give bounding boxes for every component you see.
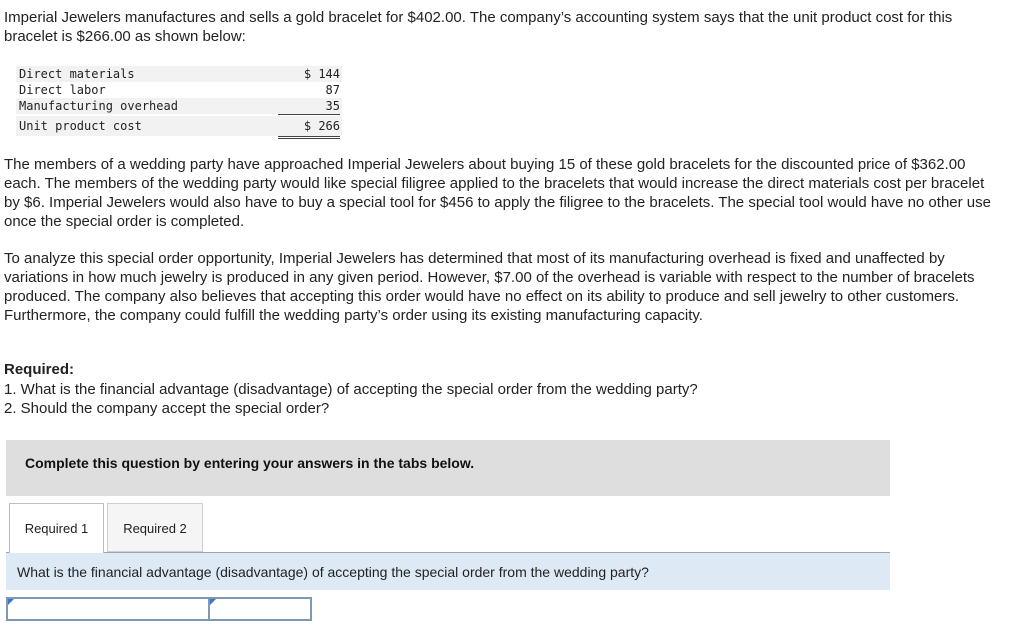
total-value: $ 266 [278,116,340,139]
tab-divider [6,552,890,553]
paragraph-analysis: To analyze this special order opportunity, Imperial Jewelers has determined that most of its manufacturing overhead is fixed and unaffected by variations in how much jewelry is produced in any given period. However, $7.00 of the overhead is variable with respect to the number of bracelets produced. The company also believes that accepting this order would have no effect on its ability to produce and sell jewelry to other customers. Furthermore, the company could fulfill the wedding party’s order using its existing manufacturing capacity. [4,250,975,324]
cost-row-direct-materials [16,66,342,82]
cost-row-direct-labor [16,82,342,98]
cost-value: 87 [325,83,340,97]
cost-value: 35 [278,98,340,115]
question-prompt-text: What is the financial advantage (disadvantage) of accepting the special order from the wedding party? [17,564,649,580]
answer-amount-input[interactable] [210,599,310,619]
cost-row-manufacturing-overhead [16,98,342,114]
cost-row-unit-product-cost [16,116,342,136]
unit-cost-table [16,66,342,136]
required-heading: Required: [4,361,75,378]
question-prompt-bar [6,553,890,590]
instructions-banner [6,440,890,496]
required-question-2: 2. Should the company accept the special order? [4,400,330,417]
answer-label-cell[interactable] [6,597,210,621]
total-label: Unit product cost [19,119,142,133]
cost-value: $ 144 [303,67,340,81]
cost-label: Direct labor [19,83,106,97]
cost-label: Manufacturing overhead [19,99,178,113]
cost-label: Direct materials [19,67,135,81]
instructions-text: Complete this question by entering your answers in the tabs below. [25,455,475,471]
answer-label-input[interactable] [8,599,208,619]
paragraph-wedding-order: The members of a wedding party have approached Imperial Jewelers about buying 15 of these gold bracelets for the discounted price of $362.00 each. The members of the wedding party would like special filigree applied to the bracelets that would increase the direct materials cost per bracelet by $6. Imperial Jewelers would also have to buy a special tool for $456 to apply the filigree to the bracelets. The special tool would have no other use once the special order is completed. [4,156,991,230]
tab-required-2[interactable]: Required 2 [107,503,203,552]
tab-required-1[interactable]: Required 1 [9,503,104,553]
required-question-1: 1. What is the financial advantage (disadvantage) of accepting the special order from the wedding party? [4,381,698,398]
problem-intro: Imperial Jewelers manufactures and sells a gold bracelet for $402.00. The company’s accounting system says that the unit product cost for this bracelet is $266.00 as shown below: [4,9,953,45]
answer-amount-cell[interactable] [208,597,312,621]
